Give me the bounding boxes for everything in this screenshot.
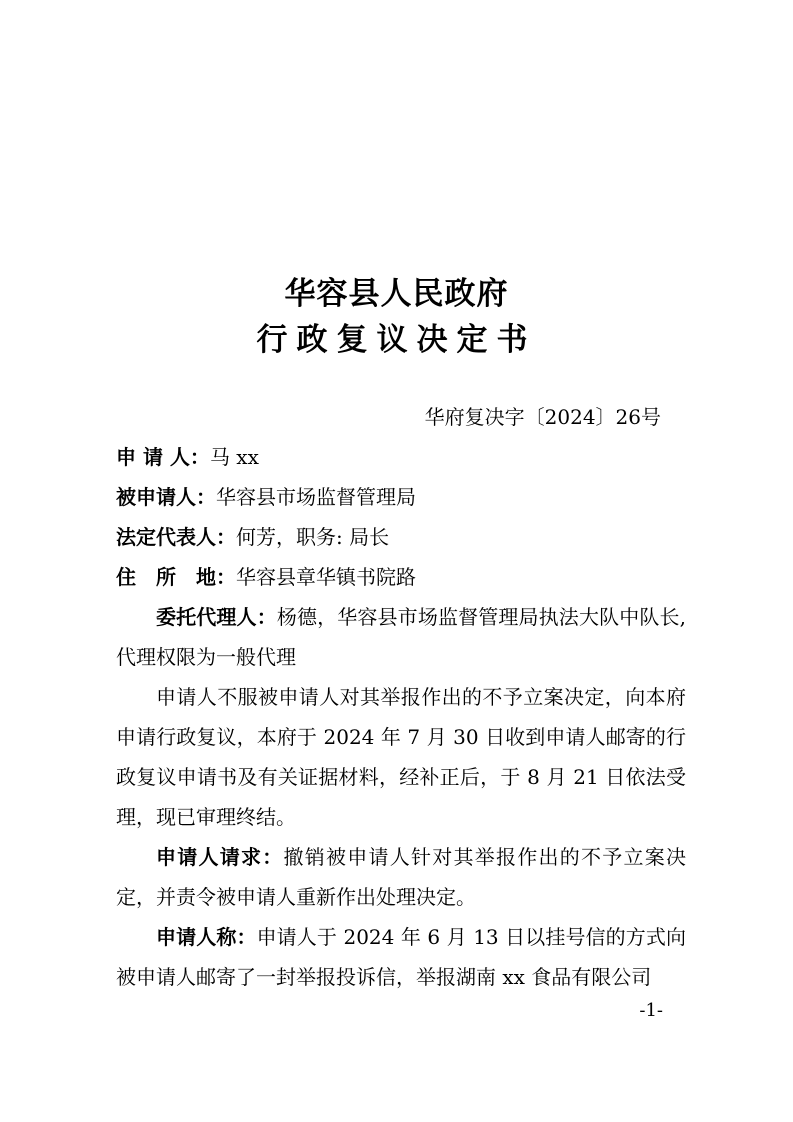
document-number: 华府复决字〔2024〕26号 xyxy=(424,405,661,429)
respondent-value: 华容县市场监督管理局 xyxy=(216,485,416,509)
request-label: 申请人请求： xyxy=(156,845,284,869)
address-label: 住 所 地： xyxy=(116,565,236,589)
document-title-issuer: 华容县人民政府 xyxy=(284,276,509,312)
claim-value: 申请人于 2024 年 6 月 13 日以挂号信的方式向被申请人邮寄了一封举报投诉信，举报湖南 xx 食品有限公司 xyxy=(116,925,687,989)
agent-label: 委托代理人： xyxy=(156,605,277,629)
claim-paragraph xyxy=(116,917,686,997)
agent-paragraph xyxy=(116,597,686,677)
respondent-label: 被申请人： xyxy=(116,485,216,509)
agent-value: 杨德，华容县市场监督管理局执法大队中队长,代理权限为一般代理 xyxy=(116,605,687,669)
address-line xyxy=(116,557,686,597)
address-value: 华容县章华镇书院路 xyxy=(236,565,416,589)
document-title-type: 行政复议决定书 xyxy=(256,322,537,358)
page-number: -1- xyxy=(639,1000,663,1021)
applicant-line xyxy=(116,437,686,477)
applicant-value: 马 xx xyxy=(209,445,259,469)
request-paragraph xyxy=(116,837,686,917)
legal-rep-label: 法定代表人： xyxy=(116,525,236,549)
request-value: 撤销被申请人针对其举报作出的不予立案决定，并责令被申请人重新作出处理决定。 xyxy=(116,845,686,909)
intro-paragraph: 申请人不服被申请人对其举报作出的不予立案决定，向本府申请行政复议，本府于 2024 年 7 月 30 日收到申请人邮寄的行政复议申请书及有关证据材料，经补正后，于 8 月 21 日依法受理，现已审理终结。 xyxy=(116,685,686,829)
applicant-label: 申 请 人： xyxy=(116,445,210,469)
claim-label: 申请人称： xyxy=(156,925,257,949)
legal-rep-value: 何芳，职务: 局长 xyxy=(236,525,390,549)
respondent-line xyxy=(116,477,686,517)
legal-rep-line xyxy=(116,517,686,557)
